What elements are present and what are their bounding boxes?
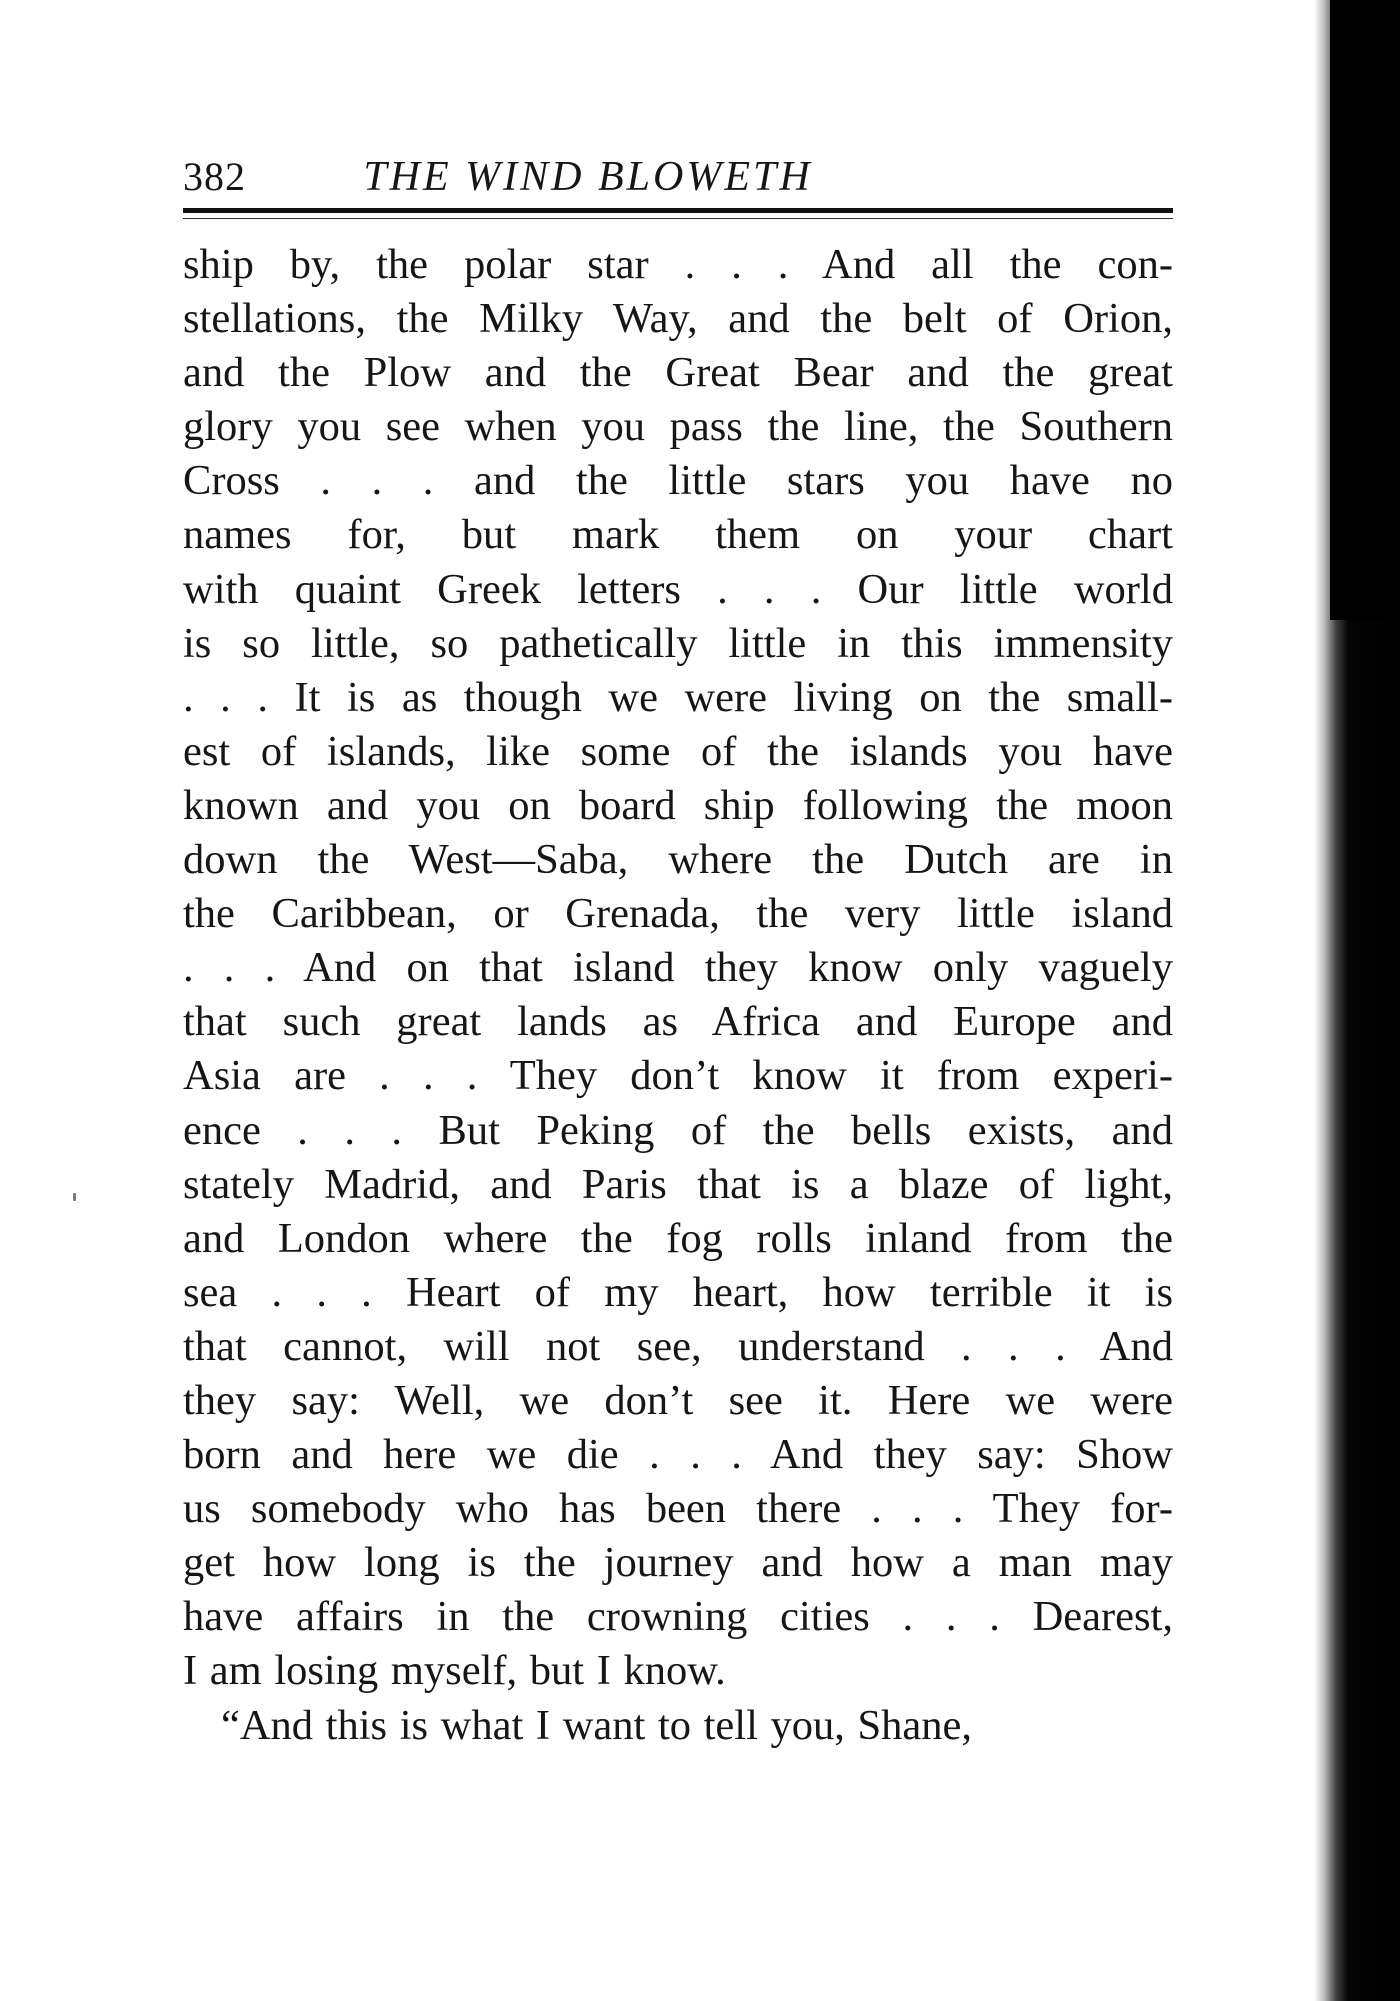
text-line: I am losing myself, but I know. xyxy=(183,1647,726,1695)
text-line: is so little, so pathetically little in this immensity xyxy=(183,619,1173,667)
header-rule-thin xyxy=(183,218,1173,219)
page-number: 382 xyxy=(183,154,246,199)
text-line: they say: Well, we don’t see it. Here we were xyxy=(183,1376,1173,1424)
page-gutter-shadow-top xyxy=(1330,0,1400,620)
text-line: known and you on board ship following the moon xyxy=(183,781,1173,829)
running-title: THE WIND BLOWETH xyxy=(363,154,813,200)
running-head xyxy=(183,145,1173,205)
text-line: stately Madrid, and Paris that is a blaze of light, xyxy=(183,1160,1173,1208)
text-line: the Caribbean, or Grenada, the very little island xyxy=(183,890,1173,938)
text-line: and London where the fog rolls inland from the xyxy=(183,1214,1173,1262)
text-line: ence . . . But Peking of the bells exists, and xyxy=(183,1106,1173,1154)
text-line: Asia are . . . They don’t know it from experi- xyxy=(183,1052,1173,1100)
text-line: sea . . . Heart of my heart, how terrible it is xyxy=(183,1268,1173,1316)
text-line: down the West—Saba, where the Dutch are in xyxy=(183,836,1173,884)
text-line: get how long is the journey and how a man may xyxy=(183,1539,1173,1587)
text-line: have affairs in the crowning cities . . . Dearest, xyxy=(183,1593,1173,1641)
text-line: est of islands, like some of the islands you have xyxy=(183,727,1173,775)
ink-speck xyxy=(73,1193,76,1201)
text-line: and the Plow and the Great Bear and the great xyxy=(183,349,1173,397)
text-line: us somebody who has been there . . . They for- xyxy=(183,1485,1173,1533)
text-line: . . . And on that island they know only vaguely xyxy=(183,944,1173,992)
text-line: that such great lands as Africa and Europe and xyxy=(183,998,1173,1046)
text-line: . . . It is as though we were living on the small- xyxy=(183,673,1173,721)
text-line: with quaint Greek letters . . . Our little world xyxy=(183,565,1173,613)
text-line: glory you see when you pass the line, the Southern xyxy=(183,403,1173,451)
text-line: stellations, the Milky Way, and the belt of Orion, xyxy=(183,295,1173,343)
text-line: that cannot, will not see, understand . . . And xyxy=(183,1322,1173,1370)
text-line: names for, but mark them on your chart xyxy=(183,511,1173,559)
text-line: ship by, the polar star . . . And all the con- xyxy=(183,241,1173,288)
text-line: born and here we die . . . And they say: Show xyxy=(183,1431,1173,1479)
text-line: Cross . . . and the little stars you have no xyxy=(183,457,1173,505)
header-rule-thick xyxy=(183,208,1173,213)
body-text xyxy=(183,238,1173,1753)
paragraph-start-line: “And this is what I want to tell you, Shane, xyxy=(221,1701,973,1749)
